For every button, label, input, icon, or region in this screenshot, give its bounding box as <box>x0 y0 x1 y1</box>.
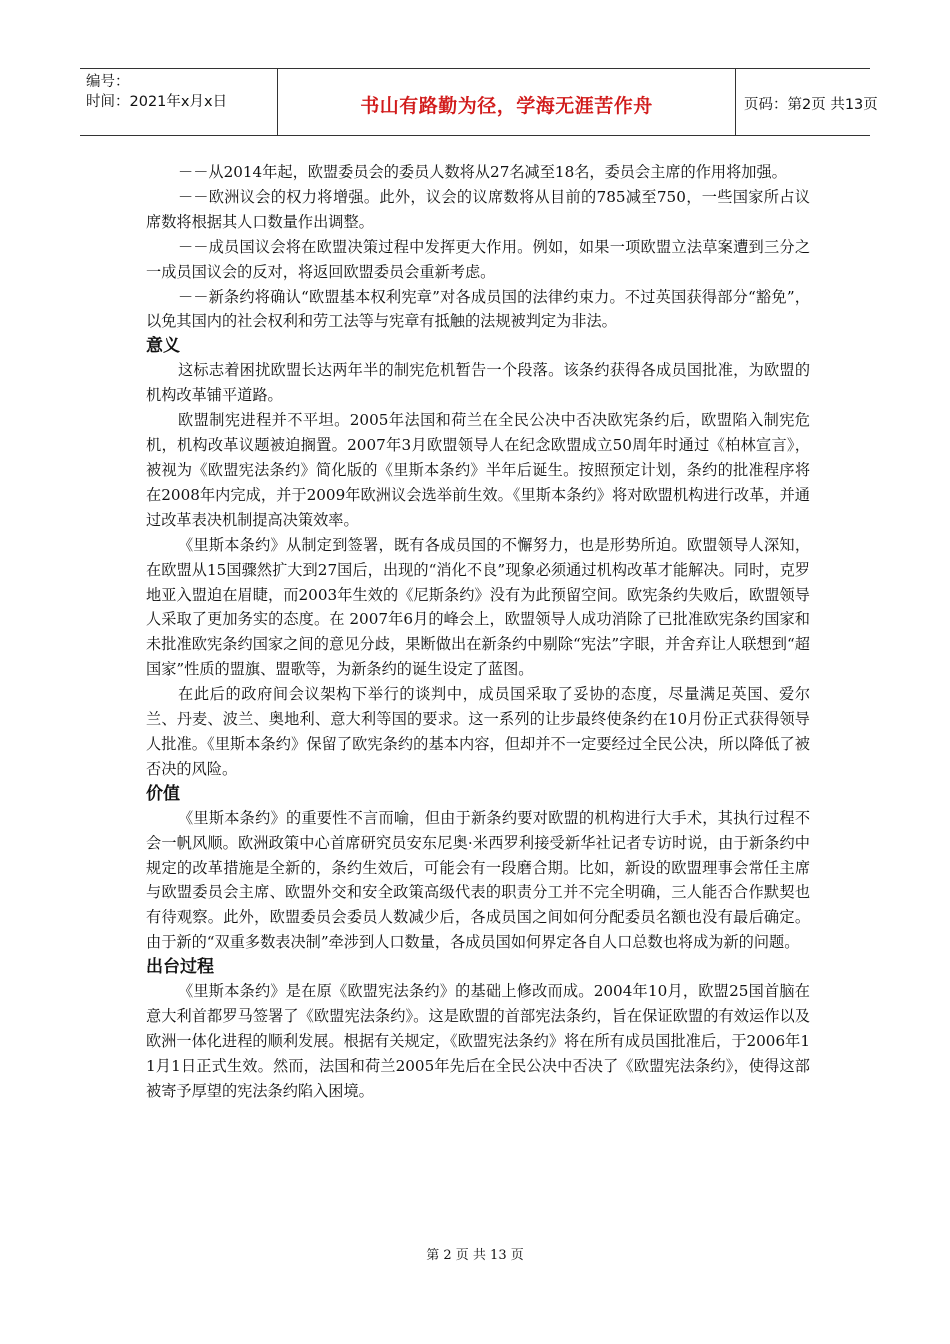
paragraph: 欧盟制宪进程并不平坦。2005年法国和荷兰在全民公决中否决欧宪条约后，欧盟陷入制宪危机，机构改革议题被迫搁置。2007年3月欧盟领导人在纪念欧盟成立50周年时通过《柏林宣言》，被视为《欧盟宪法条约》简化版的《里斯本条约》半年后诞生。按照预定计划，条约的批准程序将在2008年内完成，并于2009年欧洲议会选举前生效。《里斯本条约》将对欧盟机构进行改革，并通过改革表决机制提高决策效率。 <box>146 411 810 529</box>
section-heading: 意义 <box>146 336 180 357</box>
page-footer: 第 2 页 共 13 页 <box>426 1248 524 1263</box>
document-body <box>146 160 810 1104</box>
paragraph: 《里斯本条约》从制定到签署，既有各成员国的不懈努力，也是形势所迫。欧盟领导人深知，在欧盟从15国骤然扩大到27国后，出现的“消化不良”现象必须通过机构改革才能解决。同时，克罗地亚入盟迫在眉睫，而2003年生效的《尼斯条约》没有为此预留空间。欧宪条约失败后，欧盟领导人采取了更加务实的态度。在 2007年6月的峰会上，欧盟领导人成功消除了已批准欧宪条约国家和未批准欧宪条约国家之间的意见分歧，果断做出在新条约中剔除“宪法”字眼，并舍弃让人联想到“超国家”性质的盟旗、盟歌等，为新条约的诞生设定了蓝图。 <box>146 535 810 679</box>
paragraph: －－欧洲议会的权力将增强。此外，议会的议席数将从目前的785减至750，一些国家所占议席数将根据其人口数量作出调整。 <box>146 187 810 231</box>
section-heading: 价值 <box>146 783 180 804</box>
paragraph: －－成员国议会将在欧盟决策过程中发挥更大作用。例如，如果一项欧盟立法草案遭到三分之一成员国议会的反对，将返回欧盟委员会重新考虑。 <box>146 237 810 281</box>
document-date: 时间：2021年x月x日 <box>86 94 228 110</box>
paragraph: －－从2014年起，欧盟委员会的委员人数将从27名减至18名，委员会主席的作用将加强。 <box>178 163 787 181</box>
header-page-info: 页码：第2页 共13页 <box>744 97 878 113</box>
header-left-cell <box>80 69 278 135</box>
paragraph: 在此后的政府间会议架构下举行的谈判中，成员国采取了妥协的态度，尽量满足英国、爱尔兰、丹麦、波兰、奥地利、意大利等国的要求。这一系列的让步最终使条约在10月份正式获得领导人批准。《里斯本条约》保留了欧宪条约的基本内容，但却并不一定要经过全民公决，所以降低了被否决的风险。 <box>146 685 810 778</box>
paragraph: 这标志着困扰欧盟长达两年半的制宪危机暂告一个段落。该条约获得各成员国批准，为欧盟的机构改革铺平道路。 <box>146 361 810 405</box>
section-heading: 出台过程 <box>146 957 214 978</box>
header-motto: 书山有路勤为径，学海无涯苦作舟 <box>360 95 653 117</box>
paragraph: －－新条约将确认“欧盟基本权利宪章”对各成员国的法律约束力。不过英国获得部分“豁免”，以免其国内的社会权利和劳工法等与宪章有抵触的法规被判定为非法。 <box>146 287 810 331</box>
paragraph: 《里斯本条约》的重要性不言而喻，但由于新条约要对欧盟的机构进行大手术，其执行过程不会一帆风顺。欧洲政策中心首席研究员安东尼奥·米西罗利接受新华社记者专访时说，由于新条约中规定的改革措施是全新的，条约生效后，可能会有一段磨合期。比如，新设的欧盟理事会常任主席与欧盟委员会主席、欧盟外交和安全政策高级代表的职责分工并不完全明确，三人能否合作默契也有待观察。此外，欧盟委员会委员人数减少后，各成员国之间如何分配委员名额也没有最后确定。由于新的“双重多数表决制”牵涉到人口数量，各成员国如何界定各自人口总数也将成为新的问题。 <box>146 808 810 952</box>
paragraph: 《里斯本条约》是在原《欧盟宪法条约》的基础上修改而成。2004年10月，欧盟25国首脑在意大利首都罗马签署了《欧盟宪法条约》。这是欧盟的首部宪法条约，旨在保证欧盟的有效运作以及欧洲一体化进程的顺利发展。根据有关规定，《欧盟宪法条约》将在所有成员国批准后，于2006年11月1日正式生效。然而，法国和荷兰2005年先后在全民公决中否决了《欧盟宪法条约》，使得这部被寄予厚望的宪法条约陷入困境。 <box>146 982 810 1100</box>
document-number-label: 编号： <box>86 74 130 90</box>
page-header <box>80 68 878 136</box>
header-middle-cell <box>278 69 736 135</box>
